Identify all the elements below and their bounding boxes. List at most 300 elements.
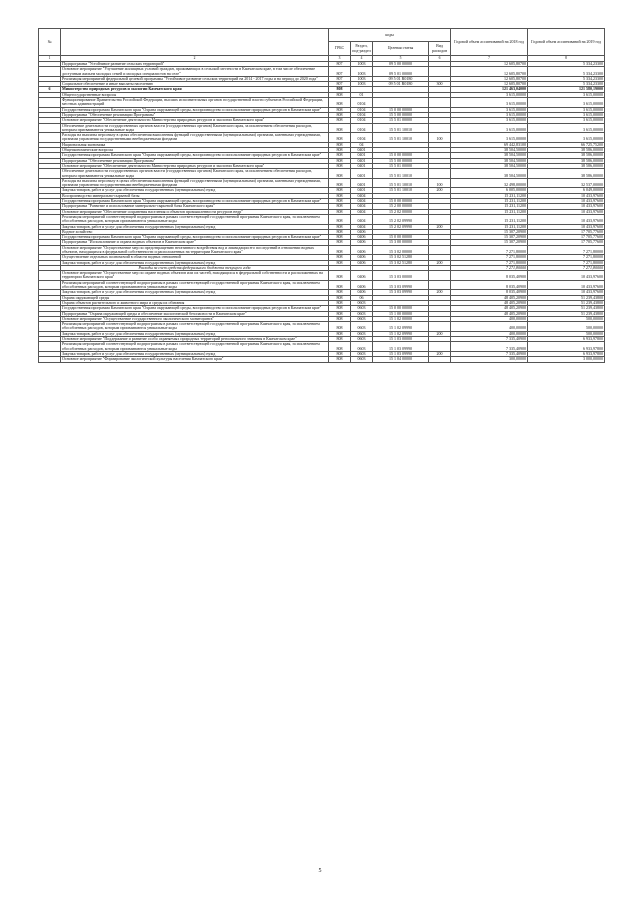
cell-target-article: 15 5 01 10010 xyxy=(373,178,429,188)
cell-name: Государственная программа Камчатского края "Охрана окружающей среды, воспроизводство и использование природных ресурсов в Камчатском крае" xyxy=(61,199,329,204)
cell-name: Основное мероприятие "Осуществление государственного экологического мониторинга" xyxy=(61,316,329,321)
table-row xyxy=(39,342,605,352)
cell-target-article: 15 3 02 51280 xyxy=(373,255,429,260)
cell-amount-2019: 3 000,00000 xyxy=(528,357,605,362)
cell-grbs: 808 xyxy=(329,342,351,352)
cell-expense-type xyxy=(429,322,451,332)
cell-name: Основное мероприятие "Формирование экологической культуры населения Камчатского края" xyxy=(61,357,329,362)
cell-name: Закупка товаров, работ и услуг для обеспечения государственных (муниципальных) нужд xyxy=(61,224,329,229)
cell-number xyxy=(39,342,61,352)
column-number-1: 1 xyxy=(39,56,61,62)
cell-amount-2018: 15 231,11200 xyxy=(451,199,528,204)
cell-razdel: 0104 xyxy=(351,133,373,143)
cell-razdel: 0603 xyxy=(351,331,373,336)
cell-name: Осуществление отдельных полномочий в области водных отношений xyxy=(61,255,329,260)
cell-target-article: 15 3 02 00000 xyxy=(373,245,429,255)
cell-grbs: 808 xyxy=(329,153,351,158)
cell-target-article: 09 5 00 00000 xyxy=(373,62,429,67)
cell-amount-2018: 400,00000 xyxy=(451,331,528,336)
cell-amount-2018: 15 231,11200 xyxy=(451,209,528,214)
cell-name: Подпрограмма "Обеспечение реализации Программы" xyxy=(61,112,329,117)
cell-number xyxy=(39,357,61,362)
cell-target-article: 15 1 03 09990 xyxy=(373,351,429,356)
cell-name: Закупка товаров, работ и услуг для обеспечения государственных (муниципальных) нужд xyxy=(61,260,329,265)
cell-razdel: 0603 xyxy=(351,316,373,321)
cell-razdel: 0406 xyxy=(351,260,373,265)
cell-name: Реализация мероприятий соответствующей подпрограммы в рамках соответствующей государственной программы Камчатского края, за исключением обособленных расходов, которым присваиваются уникальные коды xyxy=(61,342,329,352)
cell-target-article: 15 3 02 51280 xyxy=(373,260,429,265)
cell-amount-2019: 500,00000 xyxy=(528,322,605,332)
cell-name: Основное мероприятие "Осуществление мер по охране водных объектов или их частей, находящихся в федеральной собственности и расположенных на территории Камчатского края" xyxy=(61,271,329,281)
header-grbs: ГРБС xyxy=(329,42,351,56)
cell-amount-2019: 6 933,97800 xyxy=(528,342,605,352)
cell-grbs: 808 xyxy=(329,224,351,229)
cell-grbs: 808 xyxy=(329,142,351,147)
cell-amount-2019: 500,00000 xyxy=(528,316,605,321)
table-row xyxy=(39,178,605,188)
cell-amount-2018: 38 504,50000 xyxy=(451,169,528,179)
cell-number xyxy=(39,67,61,77)
cell-target-article: 15 0 00 00000 xyxy=(373,107,429,112)
cell-expense-type: 200 xyxy=(429,331,451,336)
cell-target-article: 15 3 03 00000 xyxy=(373,271,429,281)
cell-target-article: 15 3 03 09990 xyxy=(373,290,429,295)
header-codes: коды xyxy=(329,29,451,42)
cell-name: Государственная программа Камчатского края "Охрана окружающей среды, воспроизводство и использование природных ресурсов в Камчатском крае" xyxy=(61,235,329,240)
cell-grbs: 808 xyxy=(329,204,351,209)
cell-amount-2018: 15 231,11200 xyxy=(451,224,528,229)
cell-razdel: 0404 xyxy=(351,204,373,209)
cell-amount-2018: 15 307,20900 xyxy=(451,240,528,245)
cell-razdel: 0406 xyxy=(351,280,373,290)
cell-expense-type xyxy=(429,342,451,352)
cell-name: Общегосударственные вопросы xyxy=(61,92,329,97)
cell-number xyxy=(39,280,61,290)
cell-amount-2018: 400,00000 xyxy=(451,316,528,321)
cell-grbs: 808 xyxy=(329,271,351,281)
cell-amount-2018: 32 498,00000 xyxy=(451,178,528,188)
cell-number xyxy=(39,245,61,255)
cell-amount-2018: 38 504,50000 xyxy=(451,148,528,153)
cell-grbs: 808 xyxy=(329,235,351,240)
cell-expense-type xyxy=(429,271,451,281)
cell-target-article: 15 1 02 00000 xyxy=(373,316,429,321)
cell-amount-2019: 7 271,80000 xyxy=(528,245,605,255)
cell-number xyxy=(39,169,61,179)
cell-name: Закупка товаров, работ и услуг для обеспечения государственных (муниципальных) нужд xyxy=(61,331,329,336)
cell-amount-2019: 500,00000 xyxy=(528,331,605,336)
cell-amount-2018: 400,00000 xyxy=(451,322,528,332)
cell-amount-2019: 5 334,23300 xyxy=(528,67,605,77)
cell-amount-2019: 5 334,23300 xyxy=(528,82,605,87)
table-row xyxy=(39,280,605,290)
cell-amount-2018: 15 231,11200 xyxy=(451,214,528,224)
cell-expense-type xyxy=(429,169,451,179)
cell-amount-2018: 7 335,40900 xyxy=(451,342,528,352)
cell-target-article: 15 5 01 00000 xyxy=(373,118,429,123)
cell-amount-2019: 3 615,00000 xyxy=(528,123,605,133)
cell-target-article: 09 5 01 00000 xyxy=(373,67,429,77)
cell-grbs: 808 xyxy=(329,87,351,92)
cell-name: Основное мероприятие "Осуществление мер по предотвращению негативного воздействия вод и ликвидации его последствий в отношении водных объектов, находящихся в федеральной собственности и расположенных на территории Камчатского края" xyxy=(61,245,329,255)
cell-target-article: 15 5 01 10010 xyxy=(373,188,429,193)
cell-razdel: 0401 xyxy=(351,158,373,163)
cell-grbs: 808 xyxy=(329,148,351,153)
cell-amount-2018: 8 035,40900 xyxy=(451,280,528,290)
cell-name: Основное мероприятие "Поддержание и развитие особо охраняемых природных территорий регионального значения в Камчатском крае" xyxy=(61,337,329,342)
cell-name: Общеэкономические вопросы xyxy=(61,148,329,153)
table-row xyxy=(39,214,605,224)
cell-razdel: 0406 xyxy=(351,245,373,255)
cell-amount-2019: 10 433,97600 xyxy=(528,280,605,290)
cell-expense-type: 300 xyxy=(429,82,451,87)
cell-grbs: 808 xyxy=(329,209,351,214)
cell-amount-2018: 6 005,00000 xyxy=(451,188,528,193)
cell-razdel: 0104 xyxy=(351,123,373,133)
cell-amount-2019: 38 586,00000 xyxy=(528,163,605,168)
cell-number: 6 xyxy=(39,87,61,92)
cell-expense-type: 200 xyxy=(429,351,451,356)
cell-expense-type xyxy=(429,245,451,255)
table-row xyxy=(39,67,605,77)
cell-razdel: 0104 xyxy=(351,98,373,108)
cell-name: Охрана окружающей среды xyxy=(61,295,329,300)
cell-razdel: 0406 xyxy=(351,255,373,260)
cell-expense-type xyxy=(429,214,451,224)
cell-name: Подпрограмма "Использование и охрана водных объектов в Камчатском крае" xyxy=(61,240,329,245)
cell-amount-2019: 10 433,97600 xyxy=(528,199,605,204)
cell-grbs: 807 xyxy=(329,76,351,81)
cell-target-article: 15 2 02 09990 xyxy=(373,224,429,229)
cell-grbs: 808 xyxy=(329,199,351,204)
cell-name: Государственная программа Камчатского края "Охрана окружающей среды, воспроизводство и использование природных ресурсов в Камчатском крае" xyxy=(61,153,329,158)
cell-razdel: 0401 xyxy=(351,153,373,158)
cell-amount-2018: 3 615,00000 xyxy=(451,92,528,97)
cell-grbs: 808 xyxy=(329,337,351,342)
cell-razdel: 0603 xyxy=(351,357,373,362)
cell-amount-2019: 51 239,43800 xyxy=(528,306,605,311)
budget-table xyxy=(38,28,605,363)
cell-amount-2019: 10 433,97600 xyxy=(528,290,605,295)
cell-amount-2018: 48 405,20900 xyxy=(451,306,528,311)
cell-grbs: 807 xyxy=(329,67,351,77)
column-number-4: 4 xyxy=(351,56,373,62)
cell-expense-type xyxy=(429,98,451,108)
cell-name: Государственная программа Камчатского края "Охрана окружающей среды, воспроизводство и использование природных ресурсов в Камчатском крае" xyxy=(61,306,329,311)
cell-name: Министерство природных ресурсов и экологии Камчатского края xyxy=(61,87,329,92)
cell-amount-2018: 121 463,04000 xyxy=(451,87,528,92)
cell-razdel: 0603 xyxy=(351,300,373,305)
cell-name: Охрана объектов растительного и животного мира и среды их обитания xyxy=(61,300,329,305)
cell-target-article: 15 5 00 00000 xyxy=(373,158,429,163)
cell-amount-2019: 3 615,00000 xyxy=(528,92,605,97)
cell-grbs: 808 xyxy=(329,188,351,193)
cell-razdel: 1003 xyxy=(351,62,373,67)
cell-expense-type xyxy=(429,280,451,290)
cell-expense-type: 100 xyxy=(429,178,451,188)
header-razdel: Раздел, под-раздел xyxy=(351,42,373,56)
table-row xyxy=(39,123,605,133)
cell-grbs: 808 xyxy=(329,158,351,163)
cell-grbs: 808 xyxy=(329,178,351,188)
header-number: № xyxy=(39,29,61,56)
cell-expense-type: 200 xyxy=(429,290,451,295)
cell-target-article: 15 5 01 00000 xyxy=(373,163,429,168)
cell-razdel: 0406 xyxy=(351,240,373,245)
cell-number xyxy=(39,133,61,143)
cell-razdel: 01 xyxy=(351,92,373,97)
cell-grbs: 808 xyxy=(329,112,351,117)
cell-amount-2019: 10 433,97600 xyxy=(528,224,605,229)
cell-amount-2018: 3 615,00000 xyxy=(451,98,528,108)
cell-amount-2018: 8 035,40900 xyxy=(451,271,528,281)
table-row xyxy=(39,133,605,143)
cell-grbs: 808 xyxy=(329,322,351,332)
cell-amount-2018: 48 405,20900 xyxy=(451,311,528,316)
cell-target-article: 09 5 01 R0180 xyxy=(373,76,429,81)
cell-amount-2019: 121 580,19000 xyxy=(528,87,605,92)
cell-amount-2019: 6 049,00000 xyxy=(528,188,605,193)
cell-razdel: 0401 xyxy=(351,148,373,153)
cell-amount-2018: 48 405,20900 xyxy=(451,295,528,300)
cell-razdel: 0406 xyxy=(351,271,373,281)
cell-name: Социальное обеспечение и иные выплаты населению xyxy=(61,82,329,87)
cell-amount-2019: 7 271,80000 xyxy=(528,265,605,270)
cell-grbs: 808 xyxy=(329,357,351,362)
cell-amount-2019: 10 433,97600 xyxy=(528,214,605,224)
cell-amount-2018: 12 605,80700 xyxy=(451,82,528,87)
cell-razdel: 1003 xyxy=(351,82,373,87)
cell-razdel: 0104 xyxy=(351,112,373,117)
cell-name: Подпрограмма "Развитие и использование минерально-сырьевой базы Камчатского края" xyxy=(61,204,329,209)
cell-razdel: 0404 xyxy=(351,193,373,198)
cell-razdel: 0104 xyxy=(351,118,373,123)
cell-grbs: 808 xyxy=(329,300,351,305)
cell-name: Основное мероприятие "Улучшение жилищных условий граждан, проживающих в сельской местности в Камчатском крае, в том числе обеспечение доступным жильем молодых семей и молодых специалистов на селе" xyxy=(61,67,329,77)
cell-amount-2019: 3 615,00000 xyxy=(528,118,605,123)
cell-amount-2018: 7 271,80000 xyxy=(451,260,528,265)
cell-amount-2019: 6 933,97800 xyxy=(528,337,605,342)
cell-target-article: 15 2 00 00000 xyxy=(373,204,429,209)
cell-amount-2018: 8 035,40900 xyxy=(451,290,528,295)
cell-target-article: 15 0 00 00000 xyxy=(373,153,429,158)
cell-amount-2019: 3 615,00000 xyxy=(528,107,605,112)
cell-grbs: 808 xyxy=(329,351,351,356)
cell-amount-2019: 51 239,43800 xyxy=(528,300,605,305)
cell-amount-2018: 12 605,80700 xyxy=(451,62,528,67)
cell-amount-2018: 7 335,40900 xyxy=(451,351,528,356)
cell-name: Воспроизводство минерально-сырьевой базы xyxy=(61,193,329,198)
table-row xyxy=(39,169,605,179)
cell-name: Основное мероприятие "Обеспечение деятельности Министерства природных ресурсов и экологии Камчатского края" xyxy=(61,118,329,123)
cell-grbs: 808 xyxy=(329,214,351,224)
cell-target-article xyxy=(373,98,429,108)
cell-razdel: 0401 xyxy=(351,178,373,188)
cell-number xyxy=(39,271,61,281)
cell-target-article: 15 1 00 00000 xyxy=(373,311,429,316)
table-row xyxy=(39,98,605,108)
cell-amount-2019: 38 586,00000 xyxy=(528,169,605,179)
cell-amount-2018: 3 615,00000 xyxy=(451,112,528,117)
cell-amount-2018: 7 271,80000 xyxy=(451,255,528,260)
cell-razdel: 0603 xyxy=(351,342,373,352)
cell-expense-type: 100 xyxy=(429,133,451,143)
cell-razdel: 0401 xyxy=(351,169,373,179)
cell-number xyxy=(39,322,61,332)
cell-target-article: 15 1 02 09990 xyxy=(373,331,429,336)
column-number-2: 2 xyxy=(61,56,329,62)
cell-amount-2018: 3 615,00000 xyxy=(451,133,528,143)
cell-amount-2019: 5 334,23300 xyxy=(528,76,605,81)
cell-target-article: 09 5 01 R0180 xyxy=(373,82,429,87)
cell-grbs: 808 xyxy=(329,316,351,321)
cell-name: Реализация мероприятий соответствующей подпрограммы в рамках соответствующей государственной программы Камчатского края, за исключением обособленных расходов, которым присваиваются уникальные коды xyxy=(61,214,329,224)
cell-expense-type xyxy=(429,123,451,133)
cell-grbs: 808 xyxy=(329,118,351,123)
cell-name: Водное хозяйство xyxy=(61,229,329,234)
header-target-article: Целевая статья xyxy=(373,42,429,56)
cell-amount-2019: 32 537,00000 xyxy=(528,178,605,188)
cell-grbs: 807 xyxy=(329,62,351,67)
cell-amount-2018: 7 271,80000 xyxy=(451,265,528,270)
cell-amount-2018: 12 605,80700 xyxy=(451,67,528,77)
column-number-8: 8 xyxy=(528,56,605,62)
cell-amount-2019: 51 239,43800 xyxy=(528,295,605,300)
cell-number xyxy=(39,214,61,224)
cell-name: Расходы на выплаты персоналу в целях обеспечения выполнения функций государственными (муниципальными) органами, казенными учреждениями, органами управления государственными внебюджетными фондами xyxy=(61,133,329,143)
cell-amount-2018: 300,00000 xyxy=(451,357,528,362)
table-header xyxy=(39,29,605,62)
cell-target-article: 15 3 03 09990 xyxy=(373,280,429,290)
cell-razdel: 0603 xyxy=(351,322,373,332)
cell-grbs: 808 xyxy=(329,255,351,260)
cell-grbs: 808 xyxy=(329,306,351,311)
cell-number xyxy=(39,98,61,108)
cell-target-article: 15 0 00 00000 xyxy=(373,199,429,204)
cell-amount-2019: 6 933,97800 xyxy=(528,351,605,356)
cell-amount-2019: 3 615,00000 xyxy=(528,98,605,108)
cell-grbs: 808 xyxy=(329,123,351,133)
cell-target-article: 15 5 01 10010 xyxy=(373,133,429,143)
cell-amount-2018: 15 231,11200 xyxy=(451,193,528,198)
cell-razdel: 0406 xyxy=(351,235,373,240)
cell-amount-2018: 15 307,20900 xyxy=(451,229,528,234)
cell-name: Подпрограмма "Охрана окружающей среды и обеспечение экологической безопасности в Камчатском крае" xyxy=(61,311,329,316)
cell-grbs: 808 xyxy=(329,107,351,112)
page-number: 5 xyxy=(318,868,322,874)
cell-name: Расходы на выплаты персоналу в целях обеспечения выполнения функций государственными (муниципальными) органами, казенными учреждениями, органами управления государственными внебюджетными фондами xyxy=(61,178,329,188)
cell-name: Подпрограмма "Устойчивое развитие сельских территорий" xyxy=(61,62,329,67)
cell-expense-type: 200 xyxy=(429,224,451,229)
cell-amount-2018: 48 405,20900 xyxy=(451,300,528,305)
cell-amount-2019: 66 725,75200 xyxy=(528,142,605,147)
cell-grbs: 808 xyxy=(329,240,351,245)
cell-grbs: 808 xyxy=(329,311,351,316)
header-name xyxy=(61,29,329,56)
cell-target-article: 15 1 03 09990 xyxy=(373,342,429,352)
cell-name: Закупка товаров, работ и услуг для обеспечения государственных (муниципальных) нужд xyxy=(61,188,329,193)
cell-name: Обеспечение деятельности государственных органов власти (государственных органов) Камчатского края, за исключением обеспечения расходов, которым присваиваются уникальные коды xyxy=(61,123,329,133)
cell-grbs: 808 xyxy=(329,229,351,234)
cell-razdel: 0603 xyxy=(351,311,373,316)
cell-razdel: 1003 xyxy=(351,67,373,77)
cell-razdel: 0401 xyxy=(351,163,373,168)
cell-amount-2018: 15 307,20900 xyxy=(451,235,528,240)
cell-razdel: 0603 xyxy=(351,351,373,356)
cell-grbs: 808 xyxy=(329,260,351,265)
cell-name: Реализация мероприятий соответствующей подпрограммы в рамках соответствующей государственной программы Камчатского края, за исключением обособленных расходов, которым присваиваются уникальные коды xyxy=(61,280,329,290)
cell-target-article: 15 2 02 09990 xyxy=(373,214,429,224)
cell-amount-2018: 3 615,00000 xyxy=(451,123,528,133)
cell-amount-2019: 51 239,43800 xyxy=(528,311,605,316)
cell-amount-2019: 5 334,23300 xyxy=(528,62,605,67)
cell-name: Подпрограмма "Обеспечение реализации Программы" xyxy=(61,158,329,163)
cell-expense-type: 200 xyxy=(429,188,451,193)
column-number-6: 6 xyxy=(429,56,451,62)
cell-target-article: 15 1 03 00000 xyxy=(373,337,429,342)
header-expense-type: Вид расходов xyxy=(429,42,451,56)
cell-grbs: 808 xyxy=(329,98,351,108)
cell-expense-type: 200 xyxy=(429,260,451,265)
cell-amount-2018: 15 231,11200 xyxy=(451,204,528,209)
cell-name: Основное мероприятие "Обеспечение сохранения населения и объектов промышленности ресурсов недр" xyxy=(61,209,329,214)
cell-grbs: 808 xyxy=(329,290,351,295)
table-row xyxy=(39,271,605,281)
table-row xyxy=(39,322,605,332)
cell-razdel: 0404 xyxy=(351,199,373,204)
cell-amount-2019: 10 433,97600 xyxy=(528,193,605,198)
cell-grbs: 808 xyxy=(329,245,351,255)
table-row xyxy=(39,357,605,362)
cell-razdel: 0104 xyxy=(351,107,373,112)
cell-target-article: 15 5 01 10010 xyxy=(373,169,429,179)
cell-razdel: 0406 xyxy=(351,290,373,295)
cell-amount-2018: 7 271,80000 xyxy=(451,245,528,255)
cell-razdel: 0603 xyxy=(351,306,373,311)
cell-name: Реализация мероприятий федеральной целевой программы "Устойчивое развитие сельских территорий на 2014 - 2017 годы и на период до 2020 года" xyxy=(61,76,329,81)
cell-name: Реализация мероприятий соответствующей подпрограммы в рамках соответствующей государственной программы Камчатского края, за исключением обособленных расходов, которым присваиваются уникальные коды xyxy=(61,322,329,332)
cell-grbs: 807 xyxy=(329,82,351,87)
cell-target-article: 15 1 04 00000 xyxy=(373,357,429,362)
cell-name: Закупка товаров, работ и услуг для обеспечения государственных (муниципальных) нужд xyxy=(61,351,329,356)
cell-amount-2018: 12 605,80700 xyxy=(451,76,528,81)
cell-amount-2018: 69 442,83100 xyxy=(451,142,528,147)
cell-target-article: 15 2 02 00000 xyxy=(373,209,429,214)
cell-razdel: 0401 xyxy=(351,188,373,193)
cell-grbs: 808 xyxy=(329,163,351,168)
cell-amount-2018: 3 615,00000 xyxy=(451,118,528,123)
cell-amount-2018: 3 615,00000 xyxy=(451,107,528,112)
cell-razdel: 0404 xyxy=(351,209,373,214)
cell-grbs: 808 xyxy=(329,295,351,300)
column-number-3: 3 xyxy=(329,56,351,62)
cell-expense-type xyxy=(429,357,451,362)
cell-razdel: 0406 xyxy=(351,229,373,234)
cell-amount-2019: 38 586,00000 xyxy=(528,158,605,163)
cell-amount-2019: 38 586,00000 xyxy=(528,148,605,153)
cell-amount-2018: 38 504,50000 xyxy=(451,163,528,168)
cell-razdel: 04 xyxy=(351,142,373,147)
cell-grbs: 808 xyxy=(329,169,351,179)
cell-amount-2019: 7 271,80000 xyxy=(528,255,605,260)
cell-razdel: 0404 xyxy=(351,224,373,229)
cell-target-article: 15 5 00 00000 xyxy=(373,112,429,117)
cell-razdel: 06 xyxy=(351,295,373,300)
cell-amount-2019: 17 705,77600 xyxy=(528,235,605,240)
cell-name: Закупка товаров, работ и услуг для обеспечения государственных (муниципальных) нужд xyxy=(61,290,329,295)
cell-target-article: 15 5 01 10010 xyxy=(373,123,429,133)
table-row xyxy=(39,245,605,255)
